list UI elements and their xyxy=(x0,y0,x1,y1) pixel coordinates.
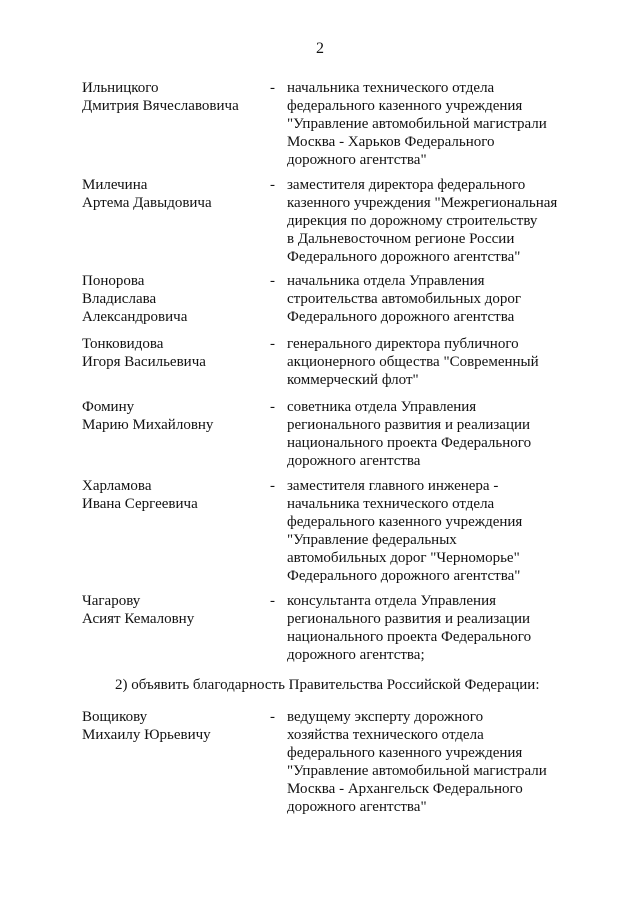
position-line: Москва - Архангельск Федерального xyxy=(287,781,523,797)
separator-dash: - xyxy=(270,80,275,96)
position-line: "Управление автомобильной магистрали xyxy=(287,116,547,132)
section-heading: 2) объявить благодарность Правительства Российской Федерации: xyxy=(115,677,540,693)
position-line: казенного учреждения "Межрегиональная xyxy=(287,195,558,211)
position-line: федерального казенного учреждения xyxy=(287,745,523,761)
name-line: Михаилу Юрьевичу xyxy=(82,727,211,743)
position-line: национального проекта Федерального xyxy=(287,435,532,451)
person-position xyxy=(287,708,572,816)
person-name xyxy=(82,708,262,744)
position-line: в Дальневосточном регионе России xyxy=(287,231,515,247)
position-line: коммерческий флот" xyxy=(287,372,419,388)
separator-dash: - xyxy=(270,177,275,193)
person-name xyxy=(82,398,262,434)
name-line: Тонковидова xyxy=(82,336,164,352)
position-line: строительства автомобильных дорог xyxy=(287,291,522,307)
position-line: регионального развития и реализации xyxy=(287,611,531,627)
name-line: Фомину xyxy=(82,399,135,415)
name-line: Дмитрия Вячеславовича xyxy=(82,98,239,114)
position-line: начальника отдела Управления xyxy=(287,273,485,289)
position-line: национального проекта Федерального xyxy=(287,629,532,645)
position-line: дорожного агентства; xyxy=(287,647,425,663)
person-name xyxy=(82,272,262,326)
name-line: Игоря Васильевича xyxy=(82,354,206,370)
person-name xyxy=(82,176,262,212)
position-line: начальника технического отдела xyxy=(287,496,495,512)
position-line: федерального казенного учреждения xyxy=(287,98,523,114)
position-line: дирекция по дорожному строительству xyxy=(287,213,538,229)
person-position xyxy=(287,176,572,266)
position-line: автомобильных дорог "Черноморье" xyxy=(287,550,520,566)
name-line: Ивана Сергеевича xyxy=(82,496,198,512)
name-line: Александровича xyxy=(82,309,188,325)
separator-dash: - xyxy=(270,399,275,415)
position-line: консультанта отдела Управления xyxy=(287,593,496,609)
name-line: Понорова xyxy=(82,273,145,289)
person-position xyxy=(287,272,572,326)
separator-dash: - xyxy=(270,336,275,352)
name-line: Артема Давыдовича xyxy=(82,195,212,211)
separator-dash: - xyxy=(270,593,275,609)
person-name xyxy=(82,477,262,513)
position-line: дорожного агентства xyxy=(287,453,421,469)
position-line: хозяйства технического отдела xyxy=(287,727,484,743)
person-position xyxy=(287,335,572,389)
person-position xyxy=(287,398,572,470)
position-line: заместителя директора федерального xyxy=(287,177,526,193)
name-line: Владислава xyxy=(82,291,157,307)
position-line: генерального директора публичного xyxy=(287,336,519,352)
person-name xyxy=(82,335,262,371)
separator-dash: - xyxy=(270,273,275,289)
position-line: "Управление федеральных xyxy=(287,532,457,548)
person-name xyxy=(82,592,262,628)
page-number: 2 xyxy=(316,40,324,57)
position-line: федерального казенного учреждения xyxy=(287,514,523,530)
name-line: Харламова xyxy=(82,478,152,494)
name-line: Вощикову xyxy=(82,709,148,725)
position-line: регионального развития и реализации xyxy=(287,417,531,433)
name-line: Милечина xyxy=(82,177,148,193)
position-line: заместителя главного инженера - xyxy=(287,478,499,494)
position-line: начальника технического отдела xyxy=(287,80,495,96)
name-line: Асият Кемаловну xyxy=(82,611,195,627)
position-line: ведущему эксперту дорожного xyxy=(287,709,484,725)
position-line: Федерального дорожного агентства" xyxy=(287,249,521,265)
name-line: Марию Михайловну xyxy=(82,417,214,433)
name-line: Ильницкого xyxy=(82,80,159,96)
separator-dash: - xyxy=(270,478,275,494)
person-position xyxy=(287,477,572,585)
person-name xyxy=(82,79,262,115)
position-line: Федерального дорожного агентства xyxy=(287,309,515,325)
position-line: "Управление автомобильной магистрали xyxy=(287,763,547,779)
position-line: Федерального дорожного агентства" xyxy=(287,568,521,584)
person-position xyxy=(287,592,572,664)
position-line: дорожного агентства" xyxy=(287,799,427,815)
name-line: Чагарову xyxy=(82,593,141,609)
position-line: советника отдела Управления xyxy=(287,399,477,415)
position-line: дорожного агентства" xyxy=(287,152,427,168)
separator-dash: - xyxy=(270,709,275,725)
position-line: акционерного общества "Современный xyxy=(287,354,539,370)
position-line: Москва - Харьков Федерального xyxy=(287,134,495,150)
person-position xyxy=(287,79,572,169)
